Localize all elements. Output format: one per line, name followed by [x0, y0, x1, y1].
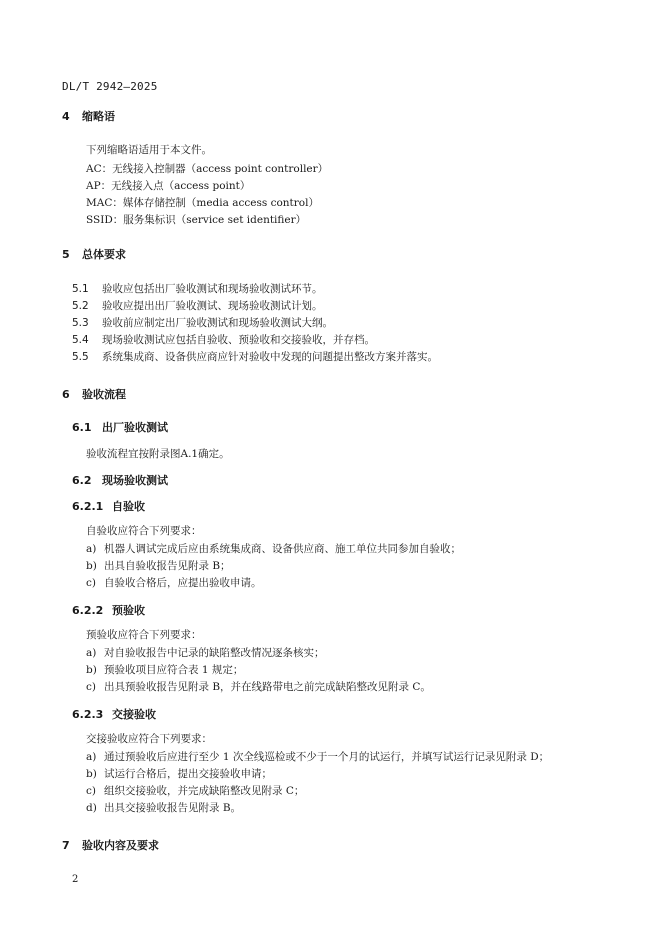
subsection-6-2-2-heading [72, 602, 145, 618]
section-6-heading [62, 386, 126, 402]
abbreviation-item: AC：无线接入控制器（access point controller） [86, 163, 329, 175]
section-title: 验收内容及要求 [82, 839, 159, 852]
clause-5-1 [72, 281, 323, 296]
clause-number: 5.2 [72, 300, 89, 312]
section-title: 总体要求 [82, 248, 126, 261]
section-number: 5 [62, 248, 70, 261]
list-item [86, 800, 241, 815]
list-item [86, 679, 431, 694]
subsection-number: 6.2 [72, 474, 92, 487]
list-item [86, 766, 272, 781]
list-marker: a) [86, 647, 97, 659]
section-5-heading [62, 246, 126, 262]
list-item [86, 541, 461, 556]
section-number: 7 [62, 839, 70, 852]
list-item-text: 通过预验收后应进行至少 1 次全线巡检或不少于一个月的试运行，并填写试运行记录见附录 D； [104, 751, 550, 763]
section-number: 4 [62, 110, 70, 123]
section-4-heading [62, 108, 115, 124]
list-item [86, 645, 325, 660]
clause-number: 5.3 [72, 317, 89, 329]
subsection-number: 6.1 [72, 421, 92, 434]
clause-number: 5.5 [72, 351, 89, 363]
document-code-header: DL/T 2942—2025 [62, 80, 158, 93]
list-item-text: 组织交接验收，并完成缺陷整改见附录 C； [104, 785, 305, 797]
list-item-text: 试运行合格后，提出交接验收申请； [104, 768, 272, 780]
subsection-6-1-heading [72, 419, 168, 435]
clause-text: 验收应提出出厂验收测试、现场验收测试计划。 [102, 300, 323, 312]
subsection-6-2-1-intro: 自验收应符合下列要求： [86, 525, 202, 537]
list-item-text: 出具交接验收报告见附录 B。 [104, 802, 242, 814]
section-4-intro: 下列缩略语适用于本文件。 [86, 144, 212, 156]
subsection-6-2-3-intro: 交接验收应符合下列要求： [86, 733, 212, 745]
subsection-number: 6.2.1 [72, 500, 104, 513]
subsection-title: 出厂验收测试 [102, 421, 168, 434]
clause-5-5 [72, 349, 438, 364]
subsection-number: 6.2.2 [72, 604, 104, 617]
abbreviation-item: SSID：服务集标识（service set identifier） [86, 214, 307, 226]
list-item-text: 机器人调试完成后应由系统集成商、设备供应商、施工单位共同参加自验收； [104, 543, 461, 555]
subsection-title: 自验收 [112, 500, 145, 513]
section-title: 验收流程 [82, 388, 126, 401]
clause-5-2 [72, 298, 323, 313]
list-item-text: 出具自验收报告见附录 B； [104, 560, 231, 572]
list-item-text: 预验收项目应符合表 1 规定； [104, 664, 244, 676]
list-item [86, 575, 262, 590]
list-marker: b) [86, 768, 97, 780]
clause-text: 系统集成商、设备供应商应针对验收中发现的问题提出整改方案并落实。 [102, 351, 438, 363]
abbreviation-item: MAC：媒体存储控制（media access control） [86, 197, 319, 209]
clause-number: 5.4 [72, 334, 89, 346]
subsection-title: 现场验收测试 [102, 474, 168, 487]
list-marker: b) [86, 664, 97, 676]
subsection-number: 6.2.3 [72, 708, 104, 721]
subsection-6-2-1-heading [72, 498, 145, 514]
list-marker: a) [86, 543, 97, 555]
subsection-6-2-2-intro: 预验收应符合下列要求： [86, 629, 202, 641]
section-number: 6 [62, 388, 70, 401]
list-item [86, 749, 549, 764]
subsection-6-2-heading [72, 472, 168, 488]
subsection-title: 预验收 [112, 604, 145, 617]
list-item [86, 558, 231, 573]
subsection-title: 交接验收 [112, 708, 156, 721]
section-title: 缩略语 [82, 110, 115, 123]
clause-number: 5.1 [72, 283, 89, 295]
subsection-6-2-3-heading [72, 706, 156, 722]
list-marker: c) [86, 577, 96, 589]
list-item [86, 662, 243, 677]
section-7-heading [62, 837, 159, 853]
list-marker: a) [86, 751, 97, 763]
clause-text: 验收应包括出厂验收测试和现场验收测试环节。 [102, 283, 323, 295]
abbreviation-item: AP：无线接入点（access point） [86, 180, 251, 192]
clause-text: 验收前应制定出厂验收测试和现场验收测试大纲。 [102, 317, 333, 329]
list-marker: c) [86, 785, 96, 797]
clause-5-3 [72, 315, 333, 330]
list-item-text: 对自验收报告中记录的缺陷整改情况逐条核实； [104, 647, 325, 659]
subsection-6-1-text: 验收流程宜按附录图A.1确定。 [86, 448, 230, 460]
list-item [86, 783, 304, 798]
list-marker: c) [86, 681, 96, 693]
list-item-text: 出具预验收报告见附录 B，并在线路带电之前完成缺陷整改见附录 C。 [104, 681, 431, 693]
clause-5-4 [72, 332, 375, 347]
list-marker: b) [86, 560, 97, 572]
list-marker: d) [86, 802, 97, 814]
clause-text: 现场验收测试应包括自验收、预验收和交接验收，并存档。 [102, 334, 375, 346]
page-number: 2 [72, 874, 79, 885]
list-item-text: 自验收合格后，应提出验收申请。 [104, 577, 262, 589]
